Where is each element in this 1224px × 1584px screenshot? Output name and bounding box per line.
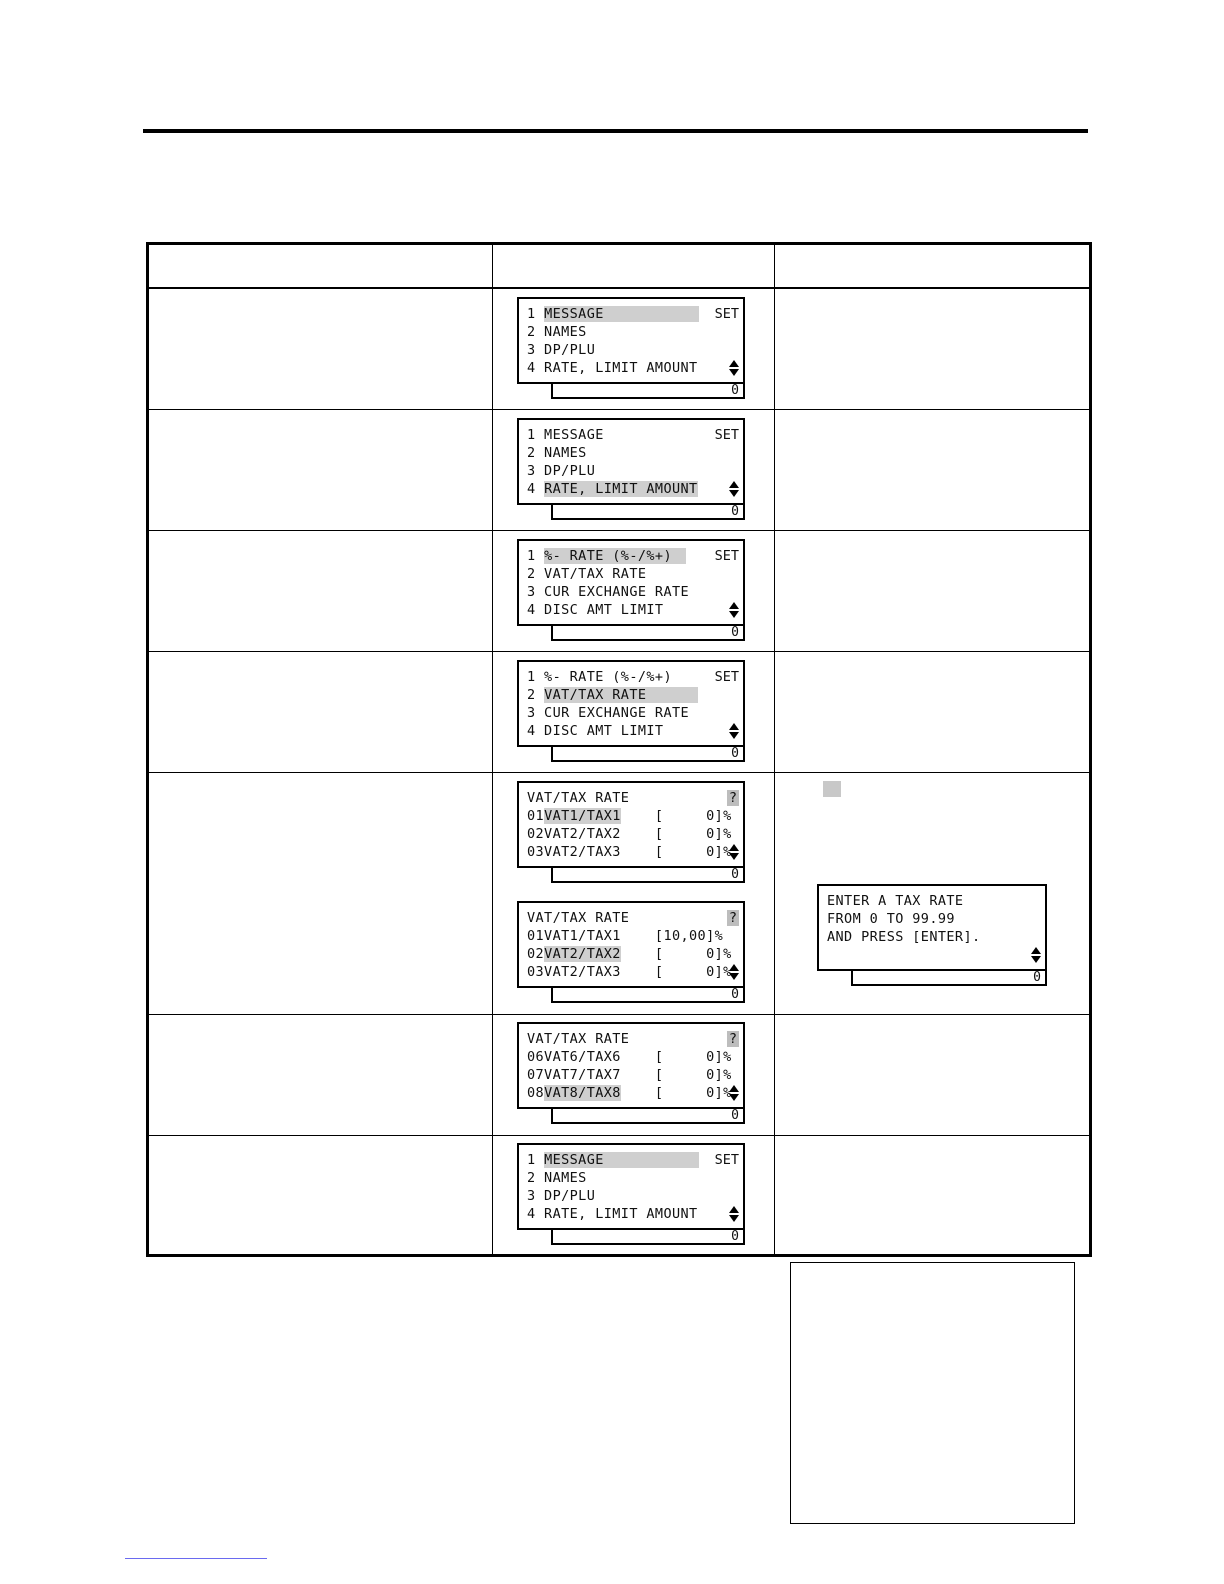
- lcd-screen-rate-limit-selected: [517, 418, 745, 520]
- lcd-line: 1 MESSAGE: [527, 1152, 699, 1168]
- lcd-screen-vat-rate-8: [517, 1022, 745, 1124]
- prompt-mark: ?: [728, 910, 737, 926]
- lcd-highlight: VAT2/TAX2: [544, 946, 621, 962]
- lcd-counter: 0: [551, 866, 745, 883]
- column-divider: [774, 245, 775, 1254]
- lcd-counter: 0: [551, 1107, 745, 1124]
- scroll-arrows-icon: [729, 481, 739, 497]
- lcd-line: 02VAT2/TAX2 [ 0]%: [527, 826, 732, 842]
- lcd-line: 03VAT2/TAX3 [ 0]%: [527, 964, 732, 980]
- row-divider: [149, 651, 1089, 652]
- lcd-line: 2 NAMES: [527, 445, 587, 461]
- row-divider: [149, 530, 1089, 531]
- cursor-block-icon: [823, 781, 841, 797]
- row-divider: [149, 1135, 1089, 1136]
- lcd-line: 06VAT6/TAX6 [ 0]%: [527, 1049, 732, 1065]
- scroll-arrows-icon: [1031, 947, 1041, 963]
- lcd-line: 1 %- RATE (%-/%+): [527, 548, 686, 564]
- lcd-frame: [517, 781, 745, 868]
- lcd-line: VAT/TAX RATE: [527, 790, 630, 806]
- scroll-arrows-icon: [729, 844, 739, 860]
- lcd-line: 4 RATE, LIMIT AMOUNT: [527, 1206, 698, 1222]
- scroll-arrows-icon: [729, 602, 739, 618]
- lcd-line: 2 NAMES: [527, 1170, 587, 1186]
- help-line: AND PRESS [ENTER].: [827, 929, 981, 945]
- lcd-line: VAT/TAX RATE: [527, 1031, 630, 1047]
- lcd-line: 2 NAMES: [527, 324, 587, 340]
- lcd-highlight: VAT/TAX RATE: [544, 687, 698, 703]
- lcd-line: 1 %- RATE (%-/%+): [527, 669, 672, 685]
- lcd-highlight: VAT8/TAX8: [544, 1085, 621, 1101]
- lcd-line: 4 DISC AMT LIMIT: [527, 723, 664, 739]
- lcd-counter: 0: [551, 745, 745, 762]
- scroll-arrows-icon: [729, 1085, 739, 1101]
- lcd-highlight: MESSAGE: [544, 306, 699, 322]
- lcd-frame: [517, 901, 745, 988]
- lcd-screen-vat-rate-2: [517, 901, 745, 1003]
- lcd-counter: 0: [551, 986, 745, 1003]
- lcd-line: 3 CUR EXCHANGE RATE: [527, 584, 690, 600]
- lcd-line: 2 VAT/TAX RATE: [527, 566, 647, 582]
- lcd-help-screen: [817, 884, 1047, 988]
- lcd-frame: [517, 1022, 745, 1109]
- prompt-mark: ?: [728, 1031, 737, 1047]
- lcd-counter: 0: [551, 503, 745, 520]
- lcd-screen-vat-selected: [517, 660, 745, 762]
- lcd-frame: [517, 297, 745, 384]
- header-divider: [149, 287, 1089, 289]
- lcd-screen-rate-menu: [517, 539, 745, 641]
- lcd-screen-vat-rate-1: [517, 781, 745, 883]
- lcd-frame: [517, 660, 745, 747]
- lcd-frame: [517, 539, 745, 626]
- column-divider: [492, 245, 493, 1254]
- footer-link-underline: [125, 1558, 267, 1559]
- lcd-line: 4 DISC AMT LIMIT: [527, 602, 664, 618]
- set-label: SET: [714, 669, 739, 685]
- set-label: SET: [714, 1152, 739, 1168]
- help-line: ENTER A TAX RATE: [827, 893, 964, 909]
- lcd-screen-program-menu-return: [517, 1143, 745, 1245]
- scroll-arrows-icon: [729, 723, 739, 739]
- lcd-counter: 0: [551, 1228, 745, 1245]
- lcd-counter: 0: [551, 382, 745, 399]
- prompt-mark: ?: [728, 790, 737, 806]
- lcd-highlight: %- RATE (%-/%+): [544, 548, 686, 564]
- lcd-frame: [517, 1143, 745, 1230]
- lcd-line: 02VAT2/TAX2 [ 0]%: [527, 946, 732, 962]
- lcd-counter: 0: [551, 624, 745, 641]
- scroll-arrows-icon: [729, 360, 739, 376]
- lcd-line: 3 DP/PLU: [527, 1188, 596, 1204]
- lcd-line: 3 DP/PLU: [527, 463, 596, 479]
- lcd-line: 03VAT2/TAX3 [ 0]%: [527, 844, 732, 860]
- set-label: SET: [714, 427, 739, 443]
- set-label: SET: [714, 306, 739, 322]
- lcd-line: 2 VAT/TAX RATE: [527, 687, 698, 703]
- row-divider: [149, 1014, 1089, 1015]
- lcd-screen-program-menu: [517, 297, 745, 399]
- lcd-frame: [517, 418, 745, 505]
- lcd-line: 1 MESSAGE: [527, 427, 604, 443]
- lcd-line: 3 DP/PLU: [527, 342, 596, 358]
- lcd-frame: [817, 884, 1047, 971]
- lcd-line: 4 RATE, LIMIT AMOUNT: [527, 360, 698, 376]
- row-divider: [149, 772, 1089, 773]
- scroll-arrows-icon: [729, 964, 739, 980]
- lcd-line: 1 MESSAGE: [527, 306, 699, 322]
- lcd-counter: 0: [851, 969, 1047, 986]
- lcd-highlight: RATE, LIMIT AMOUNT: [544, 481, 698, 497]
- lcd-line: 4 RATE, LIMIT AMOUNT: [527, 481, 698, 497]
- lcd-line: 07VAT7/TAX7 [ 0]%: [527, 1067, 732, 1083]
- top-rule: [143, 129, 1088, 133]
- lcd-line: VAT/TAX RATE: [527, 910, 630, 926]
- scroll-arrows-icon: [729, 1206, 739, 1222]
- lcd-line: 08VAT8/TAX8 [ 0]%: [527, 1085, 732, 1101]
- lcd-line: 01VAT1/TAX1 [10,00]%: [527, 928, 724, 944]
- lcd-highlight: MESSAGE: [544, 1152, 699, 1168]
- set-label: SET: [714, 548, 739, 564]
- row-divider: [149, 409, 1089, 410]
- lcd-line: 01VAT1/TAX1 [ 0]%: [527, 808, 732, 824]
- lcd-line: 3 CUR EXCHANGE RATE: [527, 705, 690, 721]
- note-box: [790, 1262, 1075, 1524]
- lcd-highlight: VAT1/TAX1: [544, 808, 621, 824]
- help-line: FROM 0 TO 99.99: [827, 911, 955, 927]
